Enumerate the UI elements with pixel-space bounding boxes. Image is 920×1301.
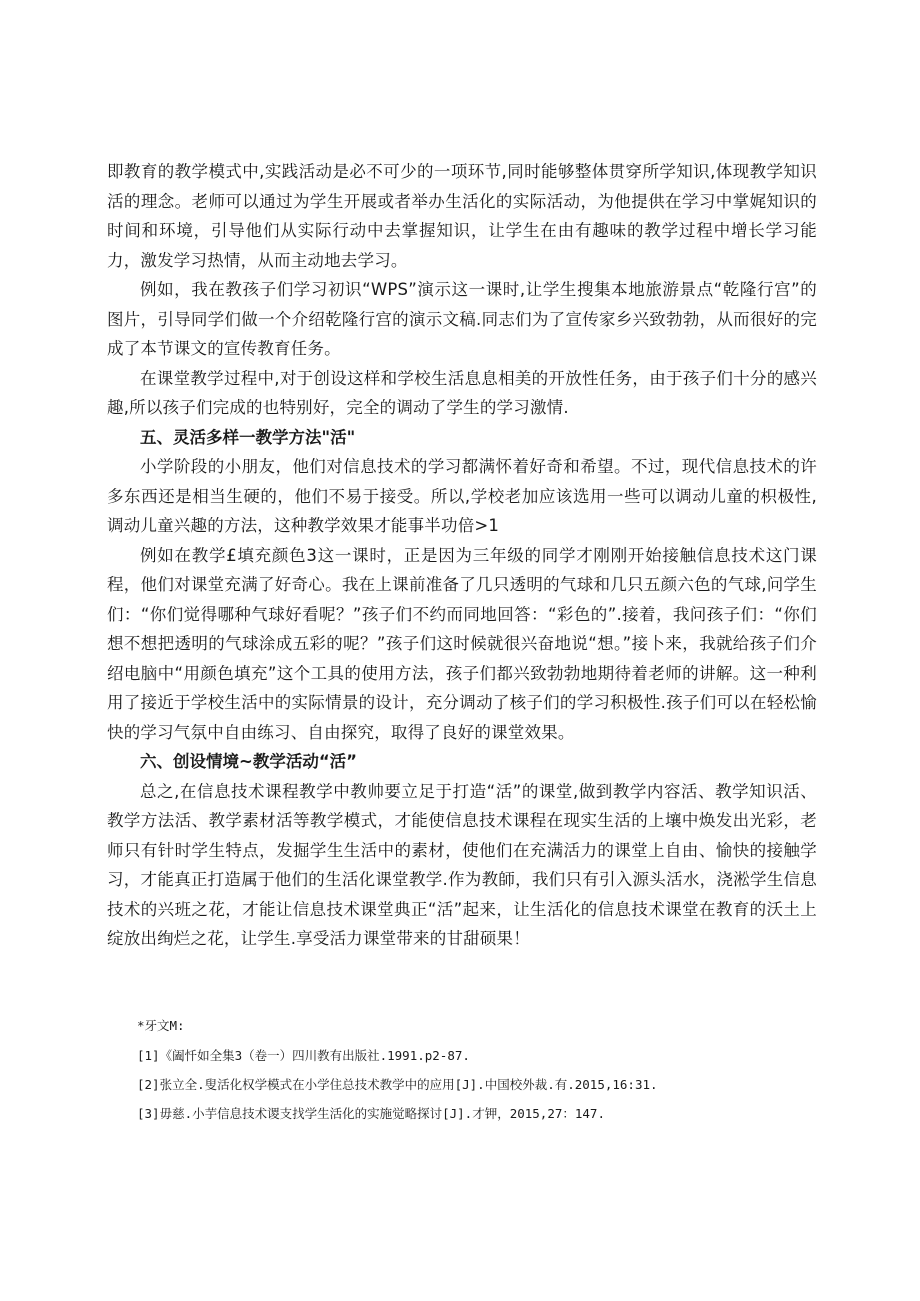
paragraph-fill-color-example: 例如在教学£填充颜色3这一课时，正是因为三年级的同学才刚刚开始接触信息技术这门课程，他们对课堂充满了好奇心。我在上课前准备了几只透明的气球和几只五颜六色的气球,问学生们：“你们觉得哪种气球好看呢？”孩子们不约而同地回答：“彩色的”.接着，我问孩子们：“你们想不想把透明的气球涂成五彩的呢？”孩子们这时候就很兴奋地说“想。”接卜来，我就给孩子们介绍电脑中“用颜色填充”这个工具的使用方法，孩子们都兴致勃勃地期待着老师的讲解。这一种利用了接近于学校生活中的实际情景的设计，充分调动了核子们的学习积极性.孩子们可以在轻松愉快的学习气氛中自由练习、自由探究，取得了良好的课堂效果。: [107, 545, 817, 742]
paragraph-open-tasks: 在课堂教学过程中,对于创设这样和学校生活息息相美的开放性任务，由于孩子们十分的感兴趣,所以孩子们完成的也特别好，完全的调动了学生的学习激情.: [107, 368, 817, 417]
paragraph-conclusion: 总之,在信息技术课程教学中教帅要立足于打造“活”的课堂,做到教学内容活、教学知识活、教学方法活、教学素材活等教学模式，才能使信息技术课程在现实生活的上壤中焕发出光彩，老师只有针时学生特点，发掘学生生活中的素材，使他们在充满活力的课堂上自由、愉快的接触学习，才能真正打造属于他们的生活化课堂教学.作为教師，我们只有引入源头活水，浇淞学生信息技术的兴班之花，才能让信息技术课堂典正“活”起来，让生活化的信息技术课堂在教育的沃土上绽放出绚烂之花，让学生.享受活力课堂带来的甘甜硕果！: [107, 781, 817, 948]
section-heading-6: 六、创设情境~教学活动“活”: [140, 752, 358, 771]
references-title: *牙文M:: [137, 1018, 185, 1033]
section-heading-5: 五、灵活多样一教学方法"活": [140, 427, 356, 447]
paragraph-teaching-methods: 小学阶段的小朋友，他们对信息技术的学习都满怀着好奇和希望。不过，现代信息技术的许多东西还是相当生硬的，他们不易于接受。所以,学校老加应该选用一些可以调动儿童的枳极性,调动儿童兴趣的方法，这种教学效果才能事半功倍>1: [107, 457, 817, 535]
reference-item: [1]《阖忏如全集3（卷一）四川教有出版社.1991.p2-87.: [137, 1048, 470, 1063]
reference-item: [2]张立全.叟活化权学模式在小学住总技术教学中的应用[J].中国校外裁.有.2015,16:31.: [137, 1077, 658, 1092]
body-text: [107, 157, 817, 954]
paragraph-wps-example: 例如，我在教孩子们学习初识“WPS”演示这一课时,让学生搜集本地旅游景点“乾隆行宫”的图片，引导同学们做一个介绍乾隆行宫的演示文稿.同志们为了宣传家乡兴致勃勃，从而很好的完成了本节课文的宣传教育任务。: [107, 280, 817, 358]
paragraph-practice-activities: 即教育的教学模式中,实践活动是必不可少的一项环节,同时能够整体贯穿所学知识,体现教学知识活的理念。老师可以通过为学生开展或者举办生活化的实际活动，为他提供在学习中掌娓知识的时间和环境，引导他们从实际行动中去掌握知识，让学生在由有趣味的教学过程中增长学习能力，激发学习热情，从而主动地去学习。: [107, 162, 817, 270]
references-section: [137, 1016, 817, 1133]
reference-item: [3]毋慈.小芋信息技术谡支找学生活化的实施觉略探讨[J].才钾，2015,27：147.: [137, 1106, 605, 1121]
